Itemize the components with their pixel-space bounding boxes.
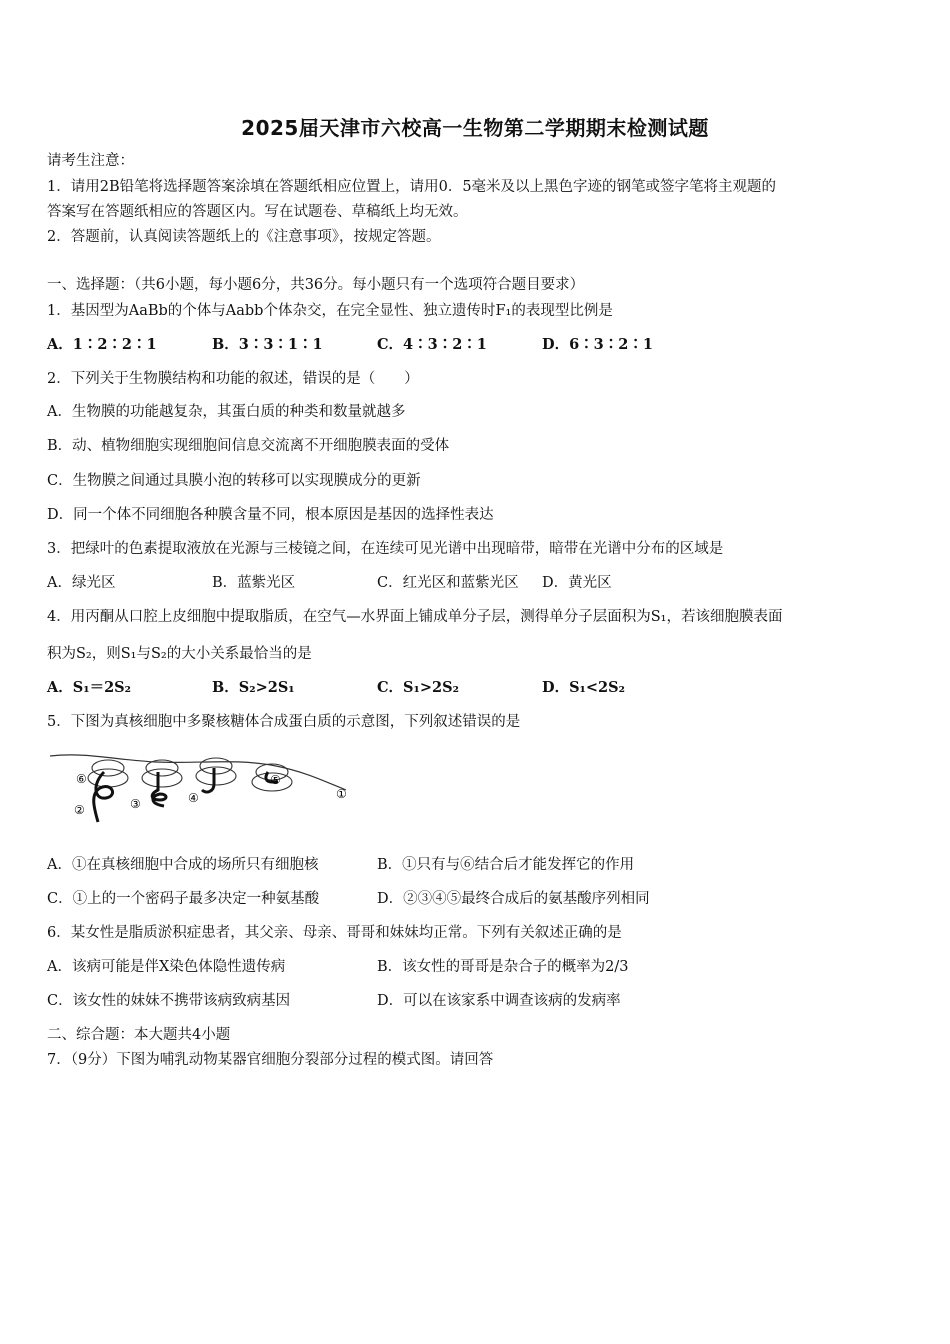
q5-option-c: C．①上的一个密码子最多决定一种氨基酸	[47, 891, 320, 907]
q6-stem: 6．某女性是脂质淤积症患者，其父亲、母亲、哥哥和妹妹均正常。下列有关叙述正确的是	[47, 925, 622, 941]
label-3: ③	[130, 797, 141, 811]
section1-heading: 一、选择题：（共6小题，每小题6分，共36分。每小题只有一个选项符合题目要求）	[47, 277, 585, 293]
q4-option-c: C．S₁>2S₂	[377, 679, 459, 696]
polypeptide-chain	[152, 772, 166, 806]
q4-stem-line2: 积为S₂，则S₁与S₂的大小关系最恰当的是	[47, 646, 312, 662]
q1-option-d: D．6∶3∶2∶1	[542, 336, 653, 353]
polyribosome-diagram	[46, 748, 366, 840]
label-4: ④	[188, 791, 199, 805]
notice-item2: 2．答题前，认真阅读答题纸上的《注意事项》，按规定答题。	[47, 229, 441, 245]
q7-stem: 7．（9分）下图为哺乳动物某器官细胞分裂部分过程的模式图。请回答	[47, 1052, 494, 1068]
q6-option-a: A．该病可能是伴X染色体隐性遗传病	[47, 959, 286, 975]
q1-option-c: C．4∶3∶2∶1	[377, 336, 487, 353]
notice-item1-line1: 1．请用2B铅笔将选择题答案涂填在答题纸相应位置上，请用0．5毫米及以上黑色字迹的钢笔或签字笔将主观题的	[47, 179, 777, 195]
q5-option-d: D．②③④⑤最终合成后的氨基酸序列相同	[377, 891, 650, 907]
q2-stem: 2．下列关于生物膜结构和功能的叙述，错误的是（ ）	[47, 371, 419, 387]
q3-option-b: B．蓝紫光区	[212, 575, 296, 591]
q2-option-c: C．生物膜之间通过具膜小泡的转移可以实现膜成分的更新	[47, 473, 421, 489]
label-6: ⑥	[76, 772, 87, 786]
q3-option-c: C．红光区和蓝紫光区	[377, 575, 519, 591]
q6-option-c: C．该女性的妹妹不携带该病致病基因	[47, 993, 291, 1009]
q2-option-b: B．动、植物细胞实现细胞间信息交流离不开细胞膜表面的受体	[47, 438, 450, 454]
label-1: ①	[336, 787, 347, 801]
notice-heading: 请考生注意：	[47, 153, 134, 169]
label-2: ②	[74, 803, 85, 817]
ribosome	[92, 760, 124, 776]
ribosome	[142, 769, 182, 787]
q4-stem-line1: 4．用丙酮从口腔上皮细胞中提取脂质，在空气—水界面上铺成单分子层，测得单分子层面积为S₁，若该细胞膜表面	[47, 609, 783, 625]
q1-stem: 1．基因型为AaBb的个体与Aabb个体杂交，在完全显性、独立遗传时F₁的表现型比例是	[47, 303, 613, 319]
page-title: 2025届天津市六校高一生物第二学期期末检测试题	[241, 116, 709, 140]
ribosome	[200, 758, 232, 774]
q3-stem: 3．把绿叶的色素提取液放在光源与三棱镜之间，在连续可见光谱中出现暗带，暗带在光谱中分布的区域是	[47, 541, 724, 557]
q1-option-a: A．1∶2∶2∶1	[47, 336, 157, 353]
q2-option-d: D．同一个体不同细胞各种膜含量不同，根本原因是基因的选择性表达	[47, 507, 494, 523]
q4-option-a: A．S₁＝2S₂	[47, 679, 131, 696]
q5-option-b: B．①只有与⑥结合后才能发挥它的作用	[377, 857, 635, 873]
ribosome	[196, 767, 236, 785]
q5-stem: 5．下图为真核细胞中多聚核糖体合成蛋白质的示意图，下列叙述错误的是	[47, 714, 521, 730]
q6-option-d: D．可以在该家系中调查该病的发病率	[377, 993, 621, 1009]
q6-option-b: B．该女性的哥哥是杂合子的概率为2/3	[377, 959, 629, 975]
q5-option-a: A．①在真核细胞中合成的场所只有细胞核	[47, 857, 319, 873]
section2-heading: 二、综合题：本大题共4小题	[47, 1027, 231, 1043]
notice-item1-line2: 答案写在答题纸相应的答题区内。写在试题卷、草稿纸上均无效。	[47, 204, 468, 220]
q3-option-d: D．黄光区	[542, 575, 612, 591]
q4-option-b: B．S₂>2S₁	[212, 679, 295, 696]
q3-option-a: A．绿光区	[47, 575, 116, 591]
q4-option-d: D．S₁<2S₂	[542, 679, 625, 696]
ribosome	[88, 769, 128, 787]
q2-option-a: A．生物膜的功能越复杂，其蛋白质的种类和数量就越多	[47, 404, 406, 420]
label-5: ⑤	[270, 773, 281, 787]
polypeptide-chain	[94, 772, 113, 822]
q1-option-b: B．3∶3∶1∶1	[212, 336, 323, 353]
